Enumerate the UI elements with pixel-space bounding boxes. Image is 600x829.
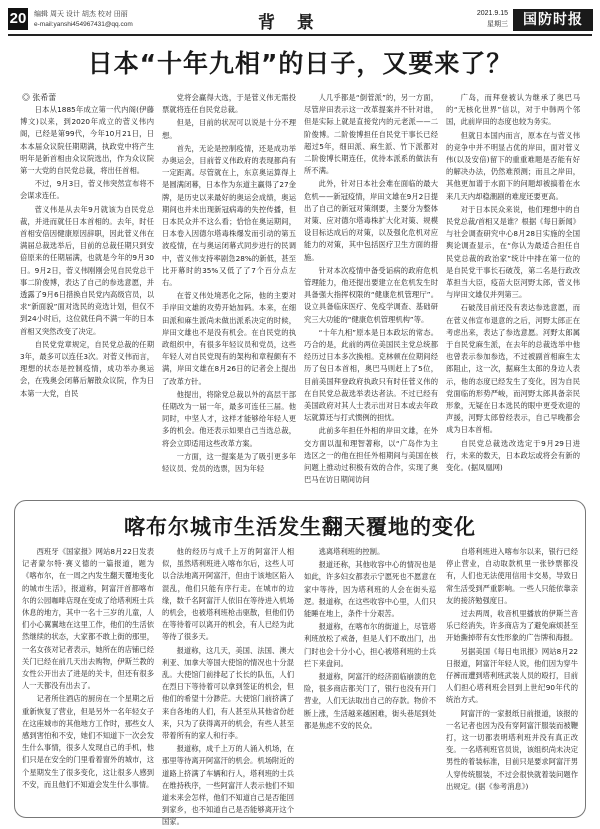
paragraph: 他的经历与成千上万的阿富汗人相似，虽然塔利班进入喀布尔后，这些人可以合法地离开阿富汗，但由于该地区陷入混乱，他们只能有序行走。在城市的边缘，数千名阿富汗人依旧在等待进入机场的机会，也被塔利班枪击驱散，但他们仍在等待着可以离开的机会，有人已经为此等待了很多天。 — [162, 547, 294, 642]
editor-credits: 编辑 周天 设计 胡杰 校对 田丽 — [34, 11, 128, 18]
paragraph: 但就日本国内而言，原本在与菅义伟的竞争中并不明显占优的岸田，面对菅义伟(以及安倍)留下的重重难题是否能有好的解决办法，仍然难预测；而且之岸田，其他更加谱于水面下的问题却被搞着在水来几天内却稳潮剧的难度还要更高。 — [446, 130, 580, 201]
article1-headline: 日本“十年九相”的日子，又要来了？ — [87, 49, 513, 78]
paragraph: 一方面，这一提案是为了吸引更多年轻议员、党员的选票，因为年轻 — [162, 451, 296, 474]
paragraph: 对于日本民众来说，他们理想中的自民党总裁/首相又是谁？根据《每日新闻》与社会调查研究中心8月28日实施的全国舆论调查显示，在“你认为最适合担任自民党总裁的政治家”统计中排在第一位的是自民党干事长石破茂，第二名是行政改革担当大臣，疫苗大臣河野太郎，菅义伟与岸田文雄仅并列第三。 — [446, 204, 580, 300]
paragraph: 报道称，在喀布尔的街道上，尽管塔利班放松了戒备，但是人们不敢出门，出门时也会十分小心，担心被塔利班的士兵拦下来盘问。 — [304, 622, 436, 668]
masthead — [8, 6, 592, 36]
article2-column-4 — [446, 546, 578, 814]
paragraph: 在菅义伟处境恶化之际，他的主要对手岸田文雄的攻势开始加码。本来，在细田派和麻生派尚未做出派系决定的时候，岸田文雄也不是没有机会。在自民党的执政组织中，有很多年轻议员和党员，这些年轻人对自民党现有的架构和章程颇有不满，岸田文雄在8月26日的记者会上提出了改革方针。 — [162, 291, 296, 386]
article2-column-2 — [162, 546, 294, 827]
paragraph: 菅义伟是从去年9月就该为自民党总裁，并进而就任日本首相的。去年，时任首相安倍因健康原因辞职，因此菅义伟在满届总裁选举后，目前的总裁任期只到安倍原来的任期届满，也就是今年的9月30日。9月2日，菅义伟刚刚会见自民党总干事二阶俊博，表达了自己的参选意愿，并透露了9月6日措换自民党内高级官员，以求“新面貌”面对选民的竞选计划，但仅不到24小时后，这位就任尚不满一年的日本首相又突然改变了决定。 — [20, 204, 154, 336]
paragraph: 报道称，这几天，美国、法国、澳大利亚、加拿大等国大使馆的情况也十分混乱。大使馆门前排起了长长的队伍，人们在烈日下等待着可以拿到签证的机会，但他们的希望十分渺茫。大使馆门前挤满了来自各地的人们，有人甚至从其他省份赶来，只为了获得离开的机会，有些人甚至带着所有的家人和行李。 — [162, 645, 294, 741]
paragraph: 针对本次疫情中备受诟病的政府危机管理能力，他还提出要建立在危机发生时具备强大指挥权限的“健康危机管理厅”。设立具备临床医疗、免疫学调查、基础研究三大功能的“健康危机管理机构”等。 — [304, 265, 438, 324]
page-number: 20 — [8, 8, 28, 30]
article1-column-4 — [446, 92, 580, 492]
paragraph: 报道称，成千上万的人涌入机场，在那里等待离开阿富汗的机会。机场附近的道路上挤满了车辆和行人，塔利班的士兵在维持秩序，一些阿富汗人表示他们不知道未来会怎样，他们不知道自己是否能回到家乡，也不知道自己是否能够离开这个国家。 — [162, 744, 294, 827]
paragraph: 日本从1885年成立第一代内阁(伊藤博文)以来，到2020年成立的菅义伟内阁，已经是第99代，今年10月21日，日本本届众议院任期期满，执政党中将产生明年是新首相由众议院选出，作为众议院第一大党的自民党总裁，将出任首相。 — [20, 105, 154, 176]
section-title: 背 景 — [258, 13, 322, 33]
paragraph: 自塔利班进入喀布尔以来，银行已经停止营业，自动取款机里一张钞票都没有，人们也无法使用信用卡交易，导致日常生活受到严重影响。一些人只能依靠亲友的接济勉强度日。 — [446, 547, 578, 605]
article1-column-2 — [162, 92, 296, 492]
article2-column-3 — [304, 546, 436, 814]
newspaper-logo: 国防时报 — [513, 9, 593, 31]
article1-column-3 — [304, 92, 438, 492]
article1-column-1 — [20, 104, 154, 492]
paragraph: 石破茂目前还没有表达参选意愿，而在菅义伟宣布退意的之后，河野太郎正在考虑出来，表达了参选意愿。河野太郎属于自民党麻生派，在去年的总裁选举中他也曾表示参加参选，不过被副首相麻生太郎阻止，这一次，据麻生太郎的身边人表示，他的态度已经发生了变化，因为自民党面临的形势严峻，而河野太郎具备亲民形象，无疑在日本选民的眼中更受欢迎的声援，河野太郎曾经表示，自己早晚都会成为日本首相。 — [446, 303, 580, 435]
article2-column-1 — [22, 546, 154, 814]
article2-headline: 喀布尔城市生活发生翻天覆地的变化 — [124, 515, 476, 539]
paragraph: 自民党党章规定，自民党总裁的任期3年，最多可以连任3次。对菅义伟而言，理想的状态是控制疫情，成功举办奥运会，在残奥会闭幕后解散众议院，作为日本第一大党，自民 — [20, 339, 154, 398]
paragraph: 逃离塔利班的控制。 — [318, 547, 385, 556]
paragraph: 过去两周，收音机里播放的伊斯兰音乐已经消失，许多商店为了避免麻烦甚至开始撕掉带有女性形象的广告牌和海报。 — [446, 609, 578, 643]
paragraph: “十年九相”原本是日本政坛的常态。巧合的是，此前的两位美国民主党总统都经历过日本多次换相。克林顿在位期间经历了包日本首相，奥巴马则赶上了5位，目前美国拜登政府执政只有时任菅义伟的在自民党总裁选举表达者法。不过已经有美国政府对其人士表示出对日本或去年政坛就算还与打式惯例的担忧。 — [304, 327, 438, 423]
issue-date: 2021.9.15 — [476, 10, 508, 17]
article1-byline: ◎ 张希蕾 — [22, 93, 57, 102]
dateline — [458, 8, 508, 30]
paragraph: 此前多年担任外相的岸田文雄，在外交方面以温和理智著称，以“广岛作为主选区之一的他在担任外相期间与美国在核问题上推动过积极有效的合作，实现了奥巴马在访日期间访问 — [304, 426, 438, 485]
editor-email: e-mail:yanshi454967431@qq.com — [34, 21, 133, 28]
paragraph: 他提出，将除党总裁以外的高层干部任期改为一届一年，最多可连任三届。他同时，中坚人才，这样才能够给年轻人更多的机会。他还表示如果自己当选总裁，将会立即适用这些改革方案。 — [162, 389, 296, 448]
paragraph: 但是，目前的状况可以说是十分不理想。 — [162, 118, 296, 140]
paragraph: 广岛，而拜登被认为继承了奥巴马的“无核化世界”信以，对于中韩两个邻国，此前岸田的态度也较为务实。 — [446, 93, 580, 127]
paragraph: 报道称，阿富汗的经济面临崩溃的危险，很多商店都关门了，银行也没有开门营业，人们无法取出自己的存款。物价不断上涨，生活越来越困难，街头巷尾到处都是焦虑不安的民众。 — [304, 672, 436, 730]
paragraph: 西班牙《国家报》网站8月22日发表记者蒙尔特·赛义德的一篇报道，题为《喀布尔，在一周之内发生翻天覆地变化的城市生活》，报道称，阿富汗首都喀布尔的公园咖啡店现在变成了给塔利班士兵休息的地方，其中一名十三岁的儿童，人们小心翼翼地在这里工作，他们的生活依然继续的状态，大家都不敢上街的那里，一名女孩对记者表示，她所在的店铺已经关门已经在前几天出去购物，伊斯兰教的女性公开出去了进是的关卡，但还有很多人一天都没有出去了。 — [22, 547, 154, 691]
paragraph: 自民党总裁选改选定于9月29日进行，未来的数天，日本政坛或将会有新的变化。(据凤凰网) — [446, 438, 580, 473]
paragraph: 人几乎都是“倒菅派”的，另一方面，尽管岸田表示这一改革提案并不针对谁，但是实际上就是直接党内的元老派——二阶俊博。二阶俊博担任自民党干事长已经超过5年，细田派、麻生派、竹下派都对二阶俊博长期连任，优待本派系的做法有所不满。 — [304, 93, 438, 176]
paragraph: 报道还称，其他收容中心的情况也是如此，许多妇女都表示宁愿死也不愿意在家中等待，因为塔利班的人会在街头巡逻。报道称，在这些收容中心里，人们只能睡在地上，条件十分艰苦。 — [304, 560, 436, 619]
paragraph: 不过，9月3日，菅义伟突然宣布将不会谋求连任。 — [20, 179, 154, 201]
paragraph: 阿富汗的一家报纸日前报道，该报的一名记者也因为没有穿阿富汗服装而被鞭打，这一切都表明塔利班并没有真正改变。一名塔利班官员说，该组织尚未决定男性的着装标准，目前只是要求阿富汗男人穿传统服装，不过会很快就着装问题作出规定。(据《参考消息》) — [446, 708, 578, 791]
paragraph: 党将会赢得大选，于是菅义伟无需投票就将连任自民党总裁。 — [162, 93, 296, 115]
issue-weekday: 星期三 — [487, 21, 508, 28]
paragraph: 另据美国《每日电讯报》网站8月22日报道，阿富汗年轻人说，他们因为穿牛仔裤而遭到塔利班武装人员的殴打，目前人们担心塔利班会回到上世纪90年代的统治方式。 — [446, 646, 578, 705]
paragraph: 首先，无论是控制疫情，还是成功举办奥运会，目前菅义伟政府的表现都尚有一定距离。尽管就在上，东京奥运算得上是圆满闭幕，日本作为东道主赢得了27金牌，是历史以来最好的奥运会成绩，奥运期间也并未出现新冠病毒的失控传播，但日本民众并不这么看；恰恰在奥运期间，日本卷入因德尔塔毒株爆发而引动的第五波疫情，在与奥运闭幕式同步进行的民调中，菅义伟支持率剧急28%的新低，甚至比开幕时的35%又低了了7个百分点左右。 — [162, 143, 296, 288]
paragraph: 此外，针对日本社会难在面临的最大危机——新冠疫情，岸田文雄在9月2日提出了自己的新冠对策纲要，主要分为整体对策、应对德尔塔毒株扩大化对策、规模设目标达成后的对策，以及强化危机对应能力的对策，其中包括医疗卫生方面的措施。 — [304, 179, 438, 262]
paragraph: 记者所住酒店的厨房在一个星期之后重新恢复了营业，但是另外一名年轻女子在这座城市的其他地方工作时，那些女人感到害怕和不安，她们不知道下一次会发生什么事情，很多人发现自己的手机，他们只是在安全的门里看着窗外的城市，这个星期发生了很多变化，这让很多人感到不安，而且他们不知道会发生什么事情。 — [22, 694, 154, 789]
